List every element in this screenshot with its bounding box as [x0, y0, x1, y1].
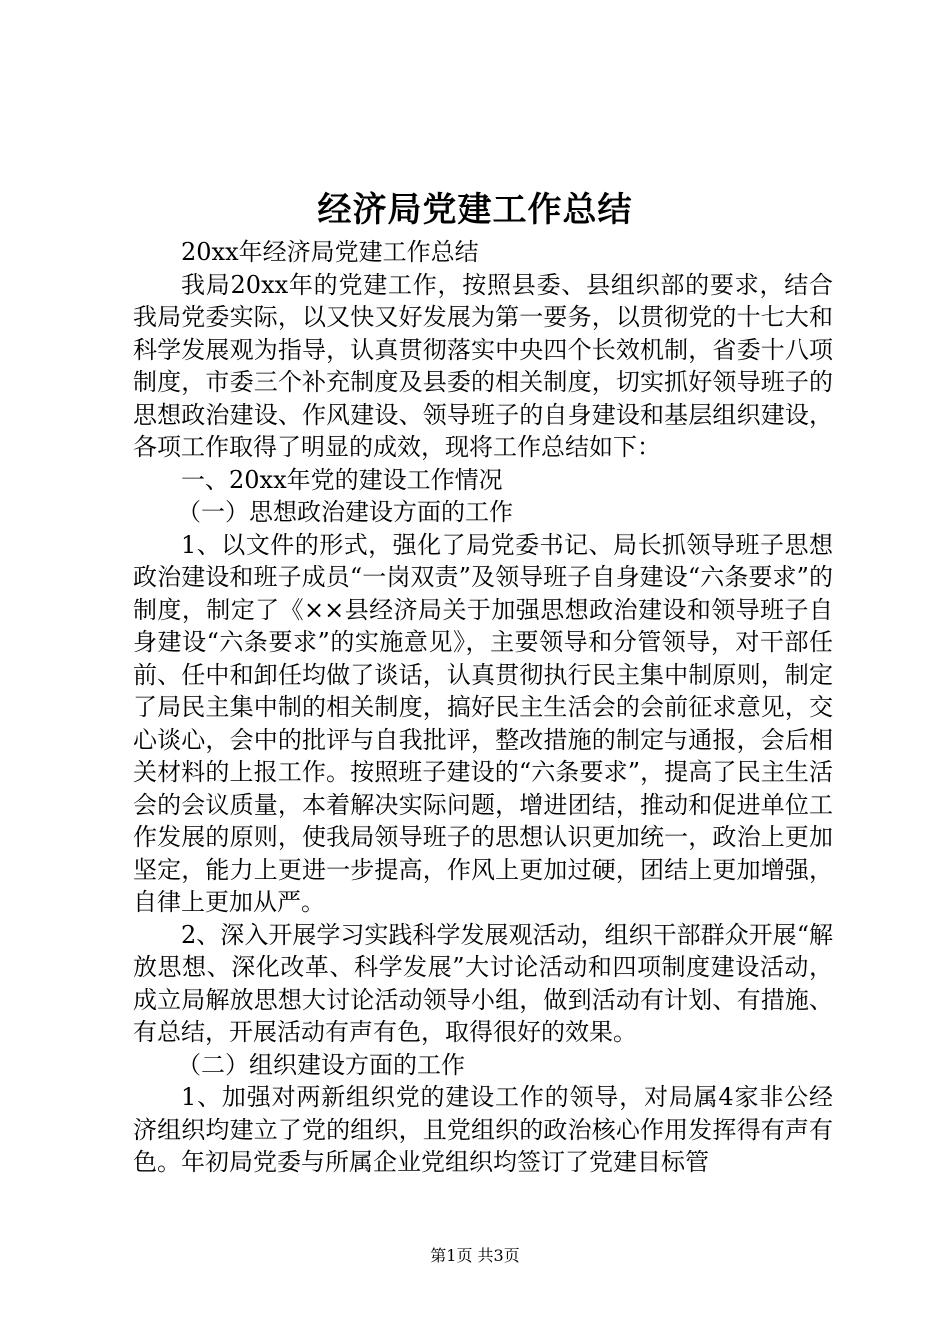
page-footer: 第1页 共3页 — [430, 1246, 520, 1265]
paragraph-item-3: 1、加强对两新组织党的建设工作的领导，对局属4家非公经济组织均建立了党的组织，且党组织的政治核心作用发挥得有声有色。年初局党委与所属企业党组织均签订了党建目标管 — [133, 1083, 833, 1176]
paragraph-subtitle: 20xx年经济局党建工作总结 — [181, 238, 479, 266]
paragraph-item-1: 1、以文件的形式，强化了局党委书记、局长抓领导班子思想政治建设和班子成员“一岗双责”及领导班子自身建设“六条要求”的制度，制定了《××县经济局关于加强思想政治建设和领导班子自身建设“六条要求”的实施意见》，主要领导和分管领导，对干部任前、任中和卸任均做了谈话，认真贯彻执行民主集中制原则，制定了局民主集中制的相关制度，搞好民主生活会的会前征求意见，交心谈心，会中的批评与自我批评，整改措施的制定与通报，会后相关材料的上报工作。按照班子建设的“六条要求”，提高了民主生活会的会议质量，本着解决实际问题，增进团结，推动和促进单位工作发展的原则，使我局领导班子的思想认识更加统一，政治上更加坚定，能力上更进一步提高，作风上更加过硬，团结上更加增强，自律上更加从严。 — [133, 530, 833, 916]
heading-section-1: 一、20xx年党的建设工作情况 — [181, 465, 503, 494]
heading-subsection-1: （一）思想政治建设方面的工作 — [177, 498, 513, 526]
heading-subsection-2: （二）组织建设方面的工作 — [177, 1050, 465, 1079]
paragraph-intro: 我局20xx年的党建工作，按照县委、县组织部的要求，结合我局党委实际，以又快又好发展为第一要务，以贯彻党的十七大和科学发展观为指导，认真贯彻落实中央四个长效机制，省委十八项制度，市委三个补充制度及县委的相关制度，切实抓好领导班子的思想政治建设、作风建设、领导班子的自身建设和基层组织建设，各项工作取得了明显的成效，现将工作总结如下： — [133, 270, 833, 461]
document-body — [133, 236, 833, 1179]
paragraph-item-2: 2、深入开展学习实践科学发展观活动，组织干部群众开展“解放思想、深化改革、科学发展”大讨论活动和四项制度建设活动，成立局解放思想大讨论活动领导小组，做到活动有计划、有措施、有总结，开展活动有声有色，取得很好的效果。 — [133, 920, 833, 1046]
document-title: 经济局党建工作总结 — [317, 190, 633, 230]
